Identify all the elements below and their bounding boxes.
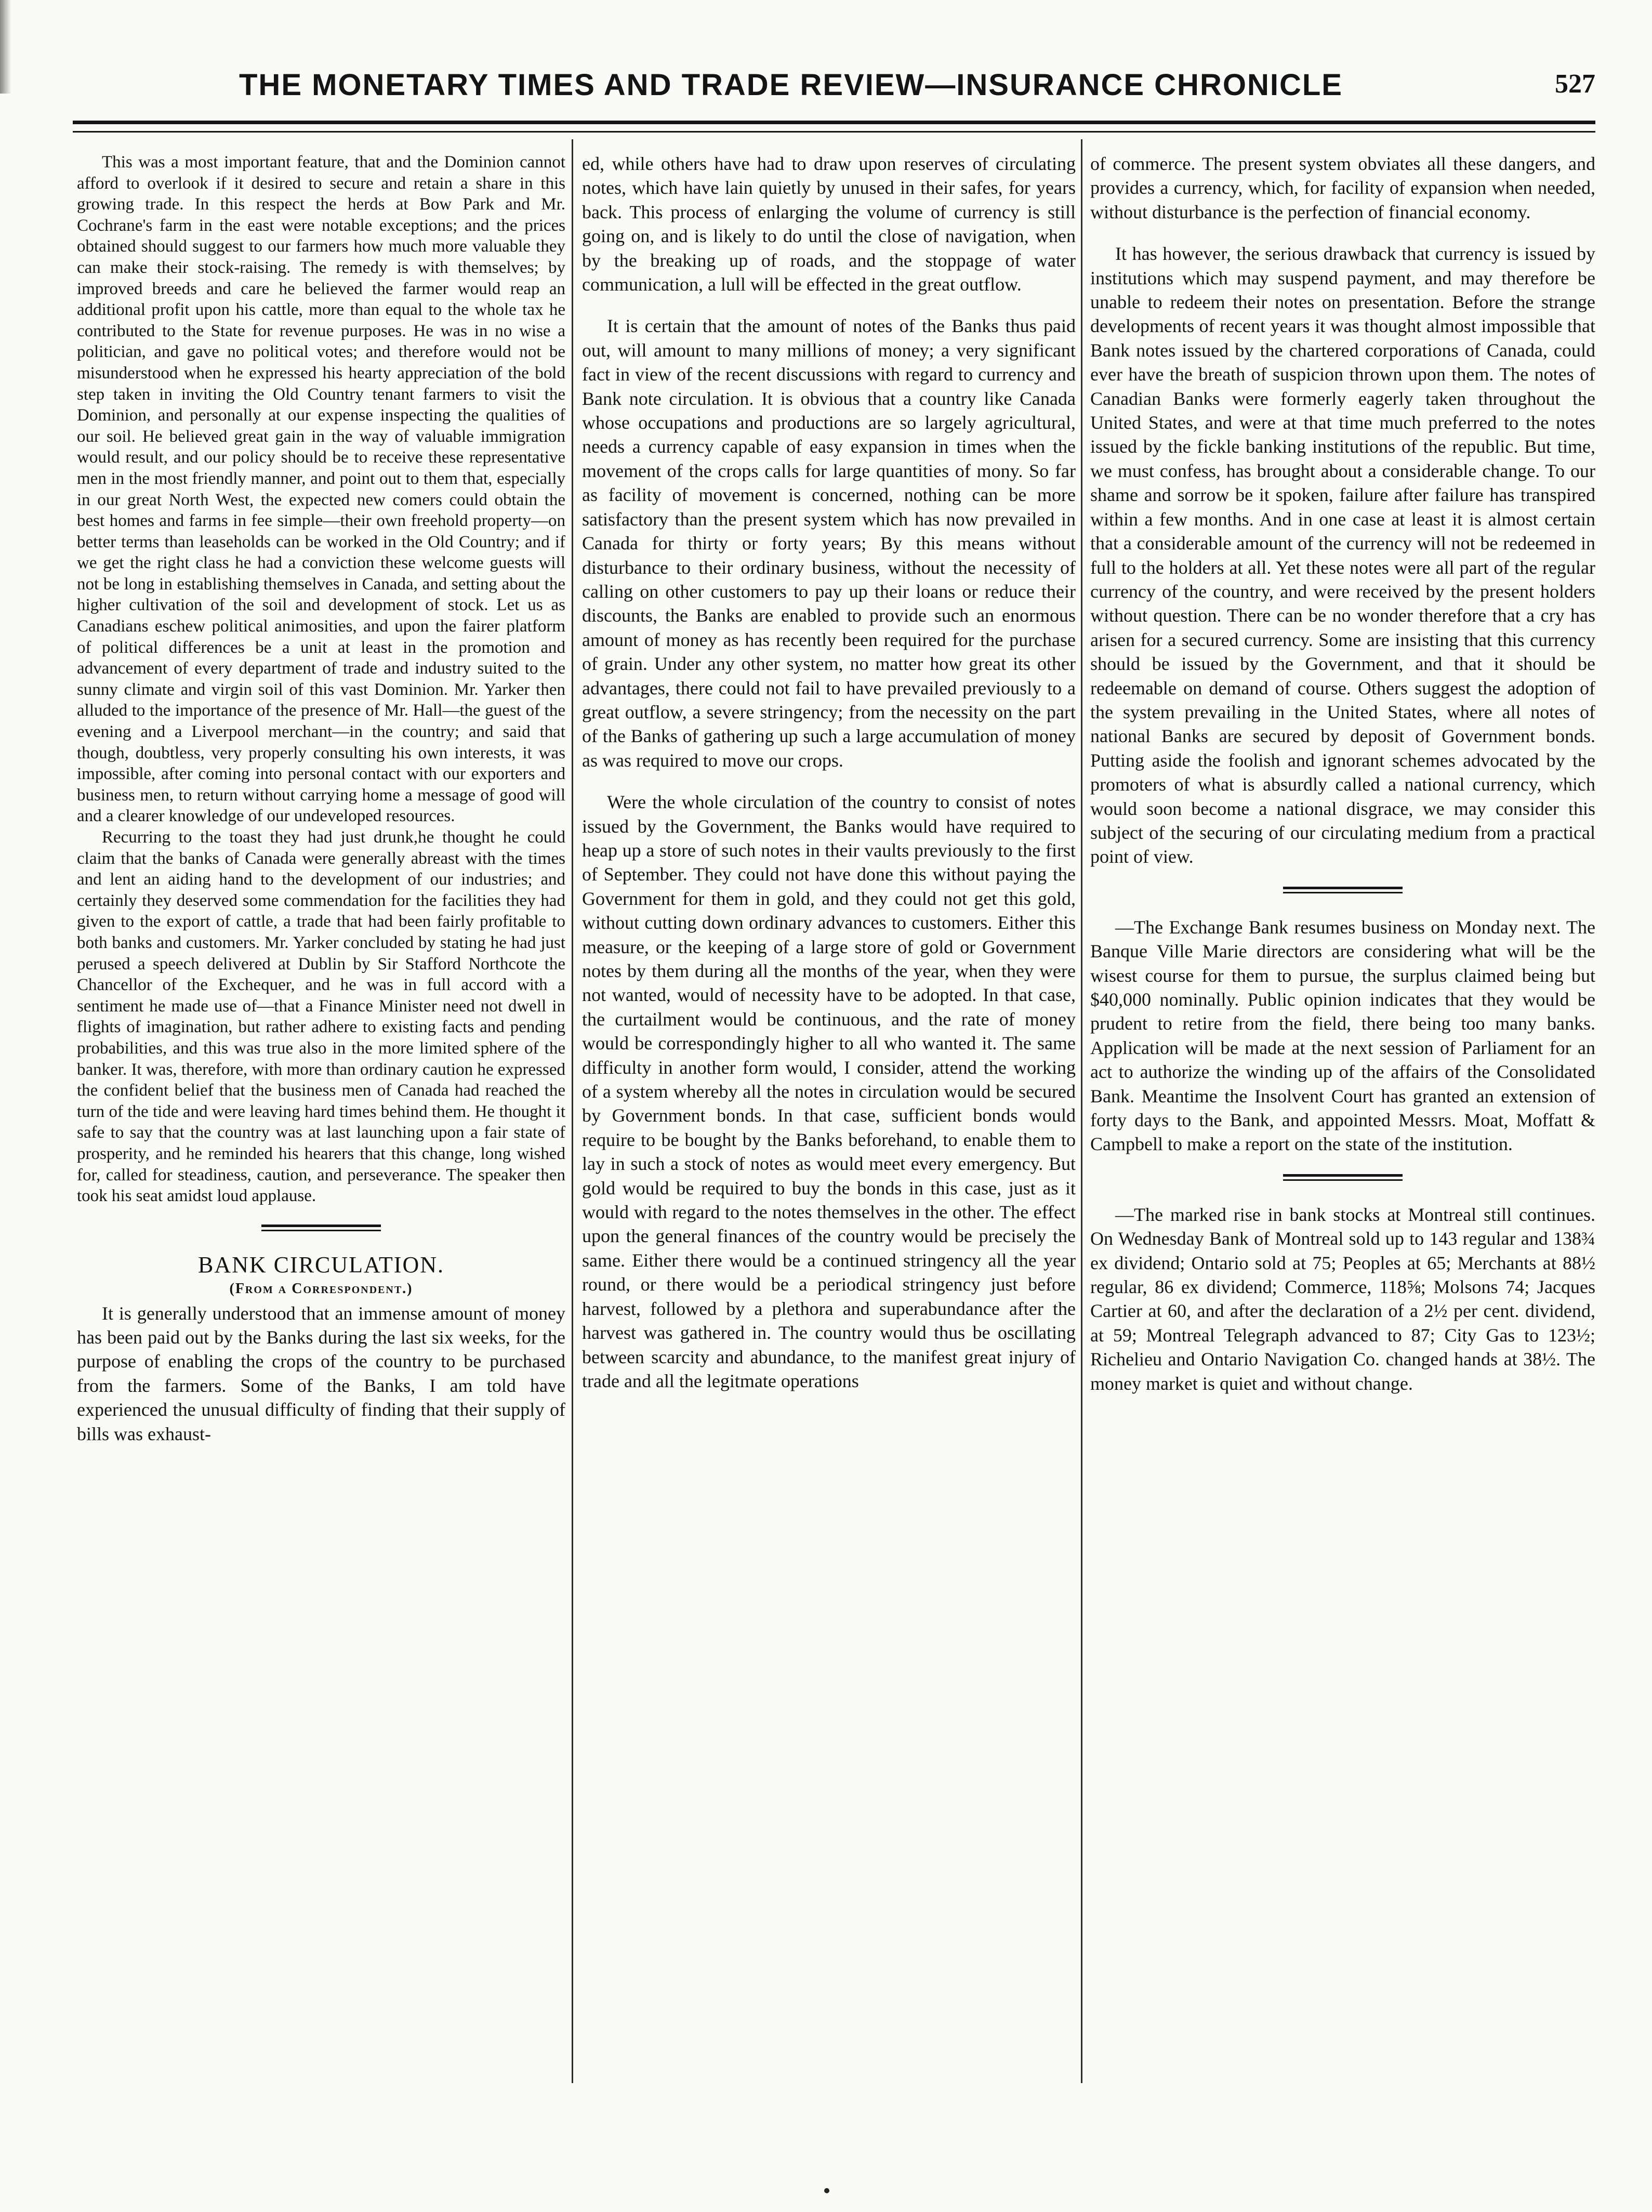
header-rule-thin — [73, 131, 1595, 133]
header-rule-thick — [73, 121, 1595, 124]
paragraph-bank-stocks: —The marked rise in bank stocks at Montreal still continues. On Wednesday Bank of Montreal sold up to 143 regular and 138¾ ex dividend; Ontario sold at 75; Peoples at 65; Merchants at 88½ regular, 86 ex dividend; Commerce, 118⅝; Molsons 74; Jacques Cartier at 60, and after the declaration of a 2½ per cent. dividend, at 59; Montreal Telegraph advanced to 87; City Gas to 123½; Richelieu and Ontario Navigation Co. changed hands at 38½. The money market is quiet and without change. — [1090, 1204, 1595, 1394]
paragraph-government-notes: Were the whole circulation of the country to consist of notes issued by the Government, the Banks would have required to heap up a store of such notes in their vaults previously to the first of September. They could not have done this without paying the Government for them in gold, and they could not get this gold, without cutting down ordinary advances to customers. Either this measure, or the keeping of a large store of gold or Government notes by them during all the months of the year, when they were not wanted, would of necessity have to be adopted. In that case, the curtailment would be continuous, and the rate of money would be correspondingly higher to all who wanted it. The same difficulty in another form would, I consider, attend the working of a system whereby all the notes in circulation would be secured by Government bonds. In that case, sufficient bonds would require to be bought by the Banks beforehand, to enable them to lay in such a stock of notes as would meet every emergency. But gold would be required to buy the bonds in this case, just as it would with regard to the notes themselves in the other. The effect upon the general finances of the country would be precisely the same. Either there would be a continued stringency all the year round, or there would be a periodical stringency just before harvest, followed by a plethora and superabundance after the harvest was gathered in. The country would thus be oscillating between scarcity and abundance, to the manifest great injury of trade and all the legitmate operations — [582, 792, 1076, 1391]
column-divider-2 — [1081, 139, 1082, 2083]
paragraph-exchange-bank: —The Exchange Bank resumes business on Monday next. The Banque Ville Marie directors are considering what will be the wisest course for them to pursue, the surplus claimed being but $40,000 nominally. Public opinion indicates that they would be prudent to retire from the field, there being too many banks. Application will be made at the next session of Parliament for an act to authorize the winding up of the affairs of the Consolidated Bank. Meantime the Insolvent Court has granted an extension of forty days to the Bank, and appointed Messrs. Moat, Moffatt & Campbell to make a report on the state of the institution. — [1090, 916, 1595, 1155]
paragraph-circulation-intro: It is generally understood that an immense amount of money has been paid out by the Banks during the last six weeks, for the purpose of enabling the crops of the country to be purchased from the farmers. Some of the Banks, I am told have experienced the unusual difficulty of finding that their supply of bills was exhaust- — [77, 1302, 565, 1444]
column-3 — [1090, 152, 1595, 1395]
section-subtitle: (From a Correspondent.) — [229, 1281, 413, 1297]
section-title: BANK CIRCULATION. — [198, 1252, 444, 1278]
section-separator — [261, 1224, 381, 1231]
column-2 — [582, 152, 1076, 1393]
paragraph-serious-drawback: It has however, the serious drawback that currency is issued by institutions which may suspend payment, and may therefore be unable to redeem their notes on presentation. Before the strange developments of recent years it was thought almost impossible that Bank notes issued by the chartered corporations of Canada, could ever have the breath of suspicion thrown upon them. The notes of Canadian Banks were formerly eagerly taken throughout the United States, and were at that time much preferred to the notes issued by the fickle banking institutions of the republic. But time, we must confess, has brought about a considerable change. To our shame and sorrow be it spoken, failure after failure has transpired within a few months. And in one case at least it is almost certain that a considerable amount of the currency will not be redeemed in full to the holders at all. Yet these notes were all part of the regular currency of the country, and were received by the present holders without question. There can be no wonder therefore that a cry has arisen for a secured currency. Some are insisting that this currency should be issued by the Government, and that it should be redeemable on demand of course. Others suggest the adoption of the system prevailing in the United States, where all notes of national Banks are secured by deposit of Government bonds. Putting aside the foolish and ignorant schemes advocated by the promoters of what is absurdly called a national currency, which would soon become a national disgrace, we may consider this subject of the securing of our circulating medium from a practical point of view. — [1090, 243, 1595, 867]
bank-circulation-article — [77, 1253, 565, 1446]
page-header — [73, 62, 1595, 114]
news-separator-2 — [1283, 1174, 1403, 1181]
footer-dot — [824, 2188, 829, 2193]
paragraph-circulation-continued: ed, while others have had to draw upon reserves of circulating notes, which have lain quietly by unused in their safes, for years back. This process of enlarging the volume of currency is still going on, and is likely to do until the close of navigation, when by the breaking up of roads, and the stoppage of water communication, a lull will be effected in the great outflow. — [582, 153, 1076, 295]
paragraph-bank-toast: Recurring to the toast they had just drunk,he thought he could claim that the banks of Canada were generally abreast with the times and lent an aiding hand to the development of our industries; and certainly they deserved some commendation for the facilities they had given to the export of cattle, a trade that had been fairly profitable to both banks and customers. Mr. Yarker concluded by stating he had just perused a speech delivered at Dublin by Sir Stafford Northcote the Chancellor of the Exchequer, and he was in full accord with a sentiment he made use of—that a Finance Minister need not dwell in flights of imagination, but rather adhere to existing facts and pending probabilities, and this was true also in the more limited sphere of the banker. It was, therefore, with more than ordinary caution he expressed the confident belief that the business men of Canada had reached the turn of the tide and were leaving hard times behind them. He thought it safe to say that the country was at last launching upon a fair state of prosperity, and he reminded his hearers that this change, long wished for, called for steadiness, caution, and perseverance. The speaker then took his seat amidst loud applause. — [77, 828, 565, 1206]
running-head: THE MONETARY TIMES AND TRADE REVIEW—INSURANCE CHRONICLE — [239, 68, 1343, 102]
paragraph-present-system: of commerce. The present system obviates all these dangers, and provides a currency, which, for facility of expansion when needed, without disturbance is the perfection of financial economy. — [1090, 153, 1595, 222]
news-separator-1 — [1283, 887, 1403, 893]
binding-edge-mark — [0, 0, 11, 94]
column-divider-1 — [572, 139, 573, 2083]
page-number: 527 — [1555, 69, 1595, 99]
column-1 — [77, 152, 565, 1446]
paragraph-notes-paid-out: It is certain that the amount of notes of the Banks thus paid out, will amount to many millions of money; a very significant fact in view of the recent discussions with regard to currency and Bank note circulation. It is obvious that a country like Canada whose occupations and productions are so largely agricultural, needs a currency capable of easy expansion in times when the movement of the crops calls for large quantities of mony. So far as facility of movement is concerned, nothing can be more satisfactory than the present system which has now prevailed in Canada for thirty or forty years; By this means without disturbance to their ordinary business, without the necessity of calling on other customers to pay up their loans or reduce their discounts, the Banks are enabled to provide such an enormous amount of money as has recently been required for the purchase of grain. Under any other system, no matter how great its other advantages, there could not fail to have prevailed previously to a great outflow, a severe stringency; from the necessity on the part of the Banks of gathering up such a large accumulation of money as was required to move our crops. — [582, 315, 1076, 771]
paragraph-yarker-speech: This was a most important feature, that and the Dominion cannot afford to overlook if it desired to secure and retain a share in this growing trade. In this respect the herds at Bow Park and Mr. Cochrane's farm in the east were notable exceptions; and the prices obtained should suggest to our farmers how much more valuable they can make their stock-raising. The remedy is with themselves; by improved breeds and care he believed the farmer would reap an additional profit upon his cattle, more than equal to the whole tax he contributed to the State for revenue purposes. He was in no wise a politician, and gave no political votes; and therefore would not be misunderstood when he expressed his hearty appreciation of the bold step taken in inviting the Old Country tenant farmers to visit the Dominion, and personally at our expense inspecting the qualities of our soil. He believed great gain in the way of valuable immigration would result, and our policy should be to receive these representative men in the most friendly manner, and point out to them that, especially in our great North West, the expected new comers could obtain the best homes and farms in fee simple—their own freehold property—on better terms than leaseholds can be worked in the Old Country; and if we get the right class he had a conviction these welcome guests will not be long in establishing themselves in Canada, and setting about the higher cultivation of the soil and development of stock. Let us as Canadians eschew political animosities, and upon the fairer platform of political differences be a unit at least in the promotion and advancement of every department of trade and industry suited to the sunny climate and virgin soil of this vast Dominion. Mr. Yarker then alluded to the importance of the presence of Mr. Hall—the guest of the evening and a Liverpool merchant—in the country; and said that though, doubtless, very properly consulting his own interests, it was impossible, after coming into personal contact with our exporters and business men, to return without carrying home a message of good will and a clearer knowledge of our undeveloped resources. — [77, 153, 565, 826]
